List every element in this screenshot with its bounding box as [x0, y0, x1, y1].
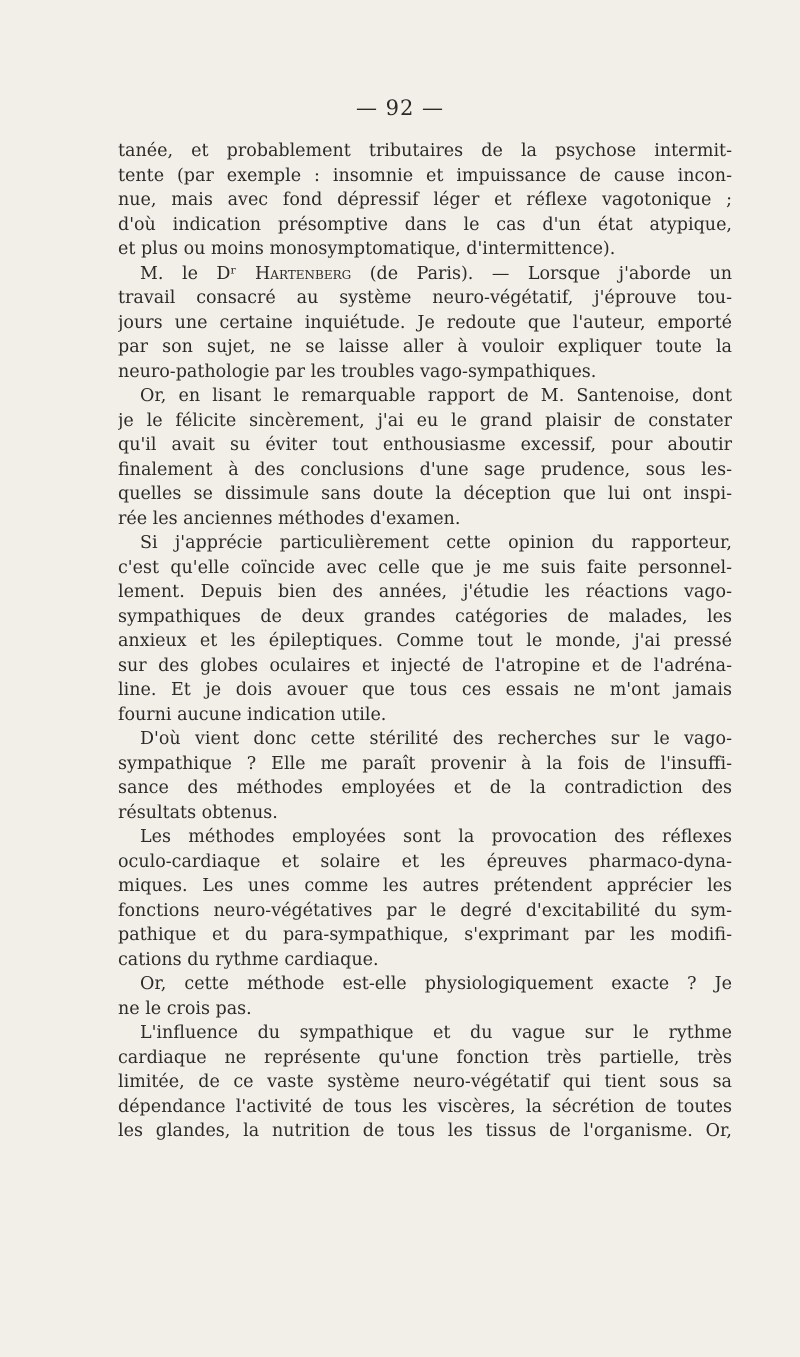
- text-body: [118, 139, 732, 1144]
- page-number: — 92 —: [355, 96, 445, 120]
- text-line: tente (par exemple : insomnie et impuissance de cause incon-: [118, 165, 732, 186]
- text-line: cardiaque ne représente qu'une fonction très partielle, très: [118, 1047, 732, 1068]
- text-line: finalement à des conclusions d'une sage prudence, sous les-: [118, 459, 732, 480]
- text-line: travail consacré au système neuro-végétatif, j'éprouve tou-: [118, 288, 732, 308]
- text-line: lement. Depuis bien des années, j'étudie les réactions vago-: [118, 582, 732, 602]
- text-line: d'où indication présomptive dans le cas d'un état atypique,: [118, 214, 732, 235]
- text-line: tanée, et probablement tributaires de la psychose intermit-: [118, 141, 732, 161]
- text-line: Si j'apprécie particulièrement cette opinion du rapporteur,: [140, 533, 732, 553]
- paragraph: [118, 1021, 732, 1144]
- text-line: les glandes, la nutrition de tous les tissus de l'organisme. Or,: [118, 1121, 732, 1141]
- text-line: cations du rythme cardiaque.: [118, 949, 379, 970]
- text-line: qu'il avait su éviter tout enthousiasme excessif, pour aboutir: [118, 435, 732, 455]
- text-line: jours une certaine inquiétude. Je redoute que l'auteur, emporté: [118, 312, 732, 333]
- text-line: Les méthodes employées sont la provocation des réflexes: [140, 827, 732, 847]
- text-line: anxieux et les épileptiques. Comme tout le monde, j'ai pressé: [118, 631, 732, 651]
- text-line: je le félicite sincèrement, j'ai eu le grand plaisir de constater: [118, 410, 732, 431]
- paragraph: [118, 727, 732, 825]
- text-line: oculo-cardiaque et solaire et les épreuves pharmaco-dyna-: [118, 851, 732, 872]
- text-line: neuro-pathologie par les troubles vago-sympathiques.: [118, 361, 597, 382]
- text-line: nue, mais avec fond dépressif léger et réflexe vagotonique ;: [118, 190, 732, 210]
- paragraph: [118, 531, 732, 727]
- text-line: Or, en lisant le remarquable rapport de M. Santenoise, dont: [140, 386, 732, 406]
- paragraph: [118, 384, 732, 531]
- text-line: miques. Les unes comme les autres prétendent apprécier les: [118, 876, 732, 896]
- text-line: dépendance l'activité de tous les viscères, la sécrétion de toutes: [118, 1096, 732, 1117]
- text-line: line. Et je dois avouer que tous ces essais ne m'ont jamais: [118, 680, 732, 700]
- text-line: L'influence du sympathique et du vague sur le rythme: [140, 1023, 732, 1043]
- text-line: fourni aucune indication utile.: [118, 704, 387, 725]
- text-line: par son sujet, ne se laisse aller à vouloir expliquer toute la: [118, 337, 732, 357]
- text-line: sympathiques de deux grandes catégories de malades, les: [118, 606, 732, 627]
- text-line: sympathique ? Elle me paraît provenir à la fois de l'insuffi-: [118, 753, 732, 774]
- paragraph: [118, 972, 732, 1021]
- text-line: c'est qu'elle coïncide avec celle que je me suis faite personnel-: [118, 557, 732, 578]
- text-line: D'où vient donc cette stérilité des recherches sur le vago-: [140, 729, 732, 749]
- text-line: quelles se dissimule sans doute la déception que lui ont inspi-: [118, 484, 732, 504]
- text-line: et plus ou moins monosymptomatique, d'intermittence).: [118, 239, 616, 259]
- paragraph: [118, 139, 732, 262]
- text-line: M. le Dʳ Hartenberg (de Paris). — Lorsque j'aborde un: [140, 263, 732, 284]
- paragraph: [118, 825, 732, 972]
- text-line: résultats obtenus.: [118, 802, 278, 823]
- paragraph: [118, 262, 732, 385]
- text-line: Or, cette méthode est-elle physiologiquement exacte ? Je: [140, 974, 732, 994]
- text-line: fonctions neuro-végétatives par le degré d'excitabilité du sym-: [118, 900, 732, 921]
- text-line: limitée, de ce vaste système neuro-végétatif qui tient sous sa: [118, 1072, 732, 1092]
- text-line: sur des globes oculaires et injecté de l'atropine et de l'adréna-: [118, 655, 732, 676]
- text-line: sance des méthodes employées et de la contradiction des: [118, 778, 732, 798]
- text-line: pathique et du para-sympathique, s'exprimant par les modifi-: [118, 925, 732, 945]
- text-line: rée les anciennes méthodes d'examen.: [118, 508, 461, 529]
- text-line: ne le crois pas.: [118, 998, 252, 1019]
